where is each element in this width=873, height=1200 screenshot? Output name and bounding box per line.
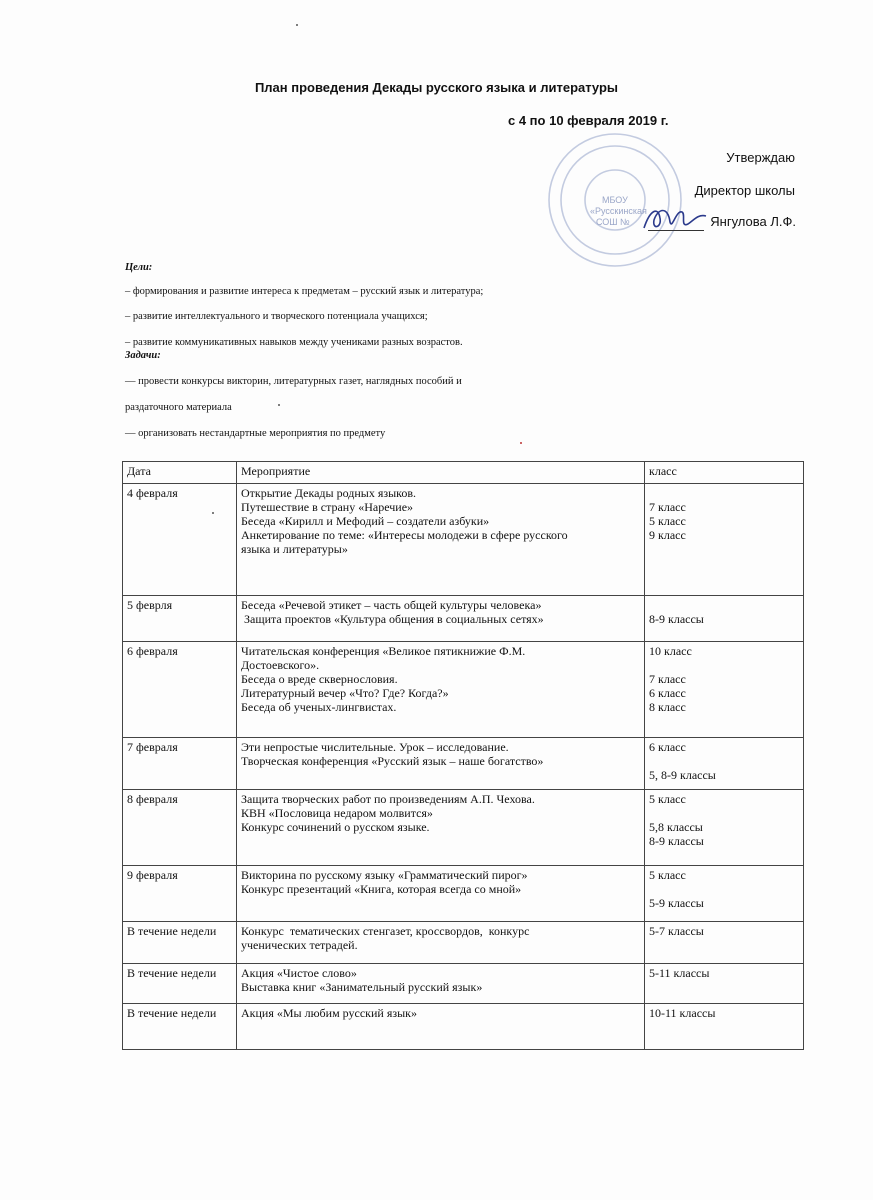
row-date: 7 февраля [123,738,237,790]
table-row [123,484,804,596]
table-row [123,922,804,964]
row-classes [645,484,804,596]
class-line: 5, 8-9 классы [649,768,716,782]
table-row [123,866,804,922]
class-line: 5-11 классы [649,966,710,980]
row-date: В течение недели [123,922,237,964]
event-line: Выставка книг «Занимательный русский язык» [241,980,483,994]
row-classes [645,790,804,866]
header-class: класс [645,462,804,484]
class-line: 7 класс [649,672,686,686]
row-date: 6 февраля [123,642,237,738]
row-classes [645,738,804,790]
scan-speck [278,404,280,406]
event-line: языка и литературы» [241,542,348,556]
class-line: 5-7 классы [649,924,704,938]
row-classes [645,922,804,964]
class-spacer [649,754,799,768]
row-date: В течение недели [123,964,237,1004]
class-line: 5 класс [649,868,686,882]
event-line: Эти непростые числительные. Урок – исследование. [241,740,509,754]
approval-word: Утверждаю [726,150,795,165]
row-date: 5 феврля [123,596,237,642]
event-line: Конкурс сочинений о русском языке. [241,820,430,834]
class-line: 8-9 классы [649,612,704,626]
class-line: 10-11 классы [649,1006,716,1020]
row-events [237,738,645,790]
scan-speck [296,24,298,26]
row-events [237,642,645,738]
event-line: Защита творческих работ по произведениям А.П. Чехова. [241,792,535,806]
row-date: 9 февраля [123,866,237,922]
row-classes [645,1004,804,1050]
row-events [237,596,645,642]
event-line: Викторина по русскому языку «Грамматический пирог» [241,868,528,882]
tasks-heading: Задачи: [125,350,161,361]
row-events [237,1004,645,1050]
class-spacer [649,598,799,612]
row-events [237,790,645,866]
scan-speck [212,512,214,514]
header-event: Мероприятие [237,462,645,484]
event-line: Конкурс презентаций «Книга, которая всегда со мной» [241,882,522,896]
task-item: — провести конкурсы викторин, литературных газет, наглядных пособий и [125,376,462,387]
table-row [123,642,804,738]
goal-item: – формирования и развитие интереса к предметам – русский язык и литература; [125,286,484,297]
header-date: Дата [123,462,237,484]
class-line: 10 класс [649,644,692,658]
table-row [123,964,804,1004]
stamp-line-3: СОШ № [596,217,630,227]
event-line: Анкетирование по теме: «Интересы молодежи в сфере русского [241,528,568,542]
class-spacer [649,486,799,500]
class-line: 6 класс [649,686,686,700]
table-row [123,1004,804,1050]
class-line: 5,8 классы [649,820,703,834]
task-item: — организовать нестандартные мероприятия по предмету [125,428,386,439]
goal-item: – развитие коммуникативных навыков между учениками разных возрастов. [125,337,463,348]
class-line: 7 класс [649,500,686,514]
event-line: КВН «Пословица недаром молвится» [241,806,433,820]
event-line: Читательская конференция «Великое пятикнижие Ф.М. [241,644,526,658]
scan-speck [520,442,522,444]
signature-line [648,230,704,231]
class-spacer [649,882,799,896]
event-line: Беседа о вреде сквернословия. [241,672,398,686]
table-row [123,790,804,866]
row-classes [645,596,804,642]
document-title: План проведения Декады русского языка и литературы [254,80,619,95]
event-line: Беседа «Кирилл и Мефодий – создатели азбуки» [241,514,490,528]
table-row [123,738,804,790]
class-spacer [649,806,799,820]
class-spacer [649,658,799,672]
class-line: 5 класс [649,514,686,528]
stamp-line-2: «Русскинская [590,206,647,216]
event-line: Конкурс тематических стенгазет, кроссвордов, конкурс [241,924,530,938]
row-events [237,866,645,922]
event-line: Литературный вечер «Что? Где? Когда?» [241,686,449,700]
table-header-row [123,462,804,484]
event-line: Открытие Декады родных языков. [241,486,417,500]
row-events [237,922,645,964]
row-classes [645,866,804,922]
row-classes [645,642,804,738]
row-date: 8 февраля [123,790,237,866]
class-line: 5 класс [649,792,686,806]
event-line: Путешествие в страну «Наречие» [241,500,414,514]
event-line: Беседа об ученых-лингвистах. [241,700,397,714]
event-line: Акция «Мы любим русский язык» [241,1006,417,1020]
row-classes [645,964,804,1004]
document-dates: с 4 по 10 февраля 2019 г. [508,113,669,128]
class-line: 8 класс [649,700,686,714]
class-line: 5-9 классы [649,896,704,910]
event-line: Творческая конференция «Русский язык – наше богатство» [241,754,544,768]
event-line: Защита проектов «Культура общения в социальных сетях» [241,612,544,626]
stamp-line-1: МБОУ [602,195,628,205]
class-line: 6 класс [649,740,686,754]
schedule-table [122,461,804,1050]
task-item: раздаточного материала [125,402,232,413]
row-date: 4 февраля [123,484,237,596]
table-row [123,596,804,642]
row-events [237,484,645,596]
approval-name: Янгулова Л.Ф. [710,214,796,229]
goal-item: – развитие интеллектуального и творческого потенциала учащихся; [125,311,428,322]
row-events [237,964,645,1004]
event-line: Акция «Чистое слово» [241,966,357,980]
approval-position: Директор школы [694,183,795,198]
event-line: Достоевского». [241,658,320,672]
class-line: 8-9 классы [649,834,704,848]
row-date: В течение недели [123,1004,237,1050]
goals-heading: Цели: [125,262,153,273]
event-line: Беседа «Речевой этикет – часть общей культуры человека» [241,598,542,612]
class-line: 9 класс [649,528,686,542]
event-line: ученических тетрадей. [241,938,358,952]
